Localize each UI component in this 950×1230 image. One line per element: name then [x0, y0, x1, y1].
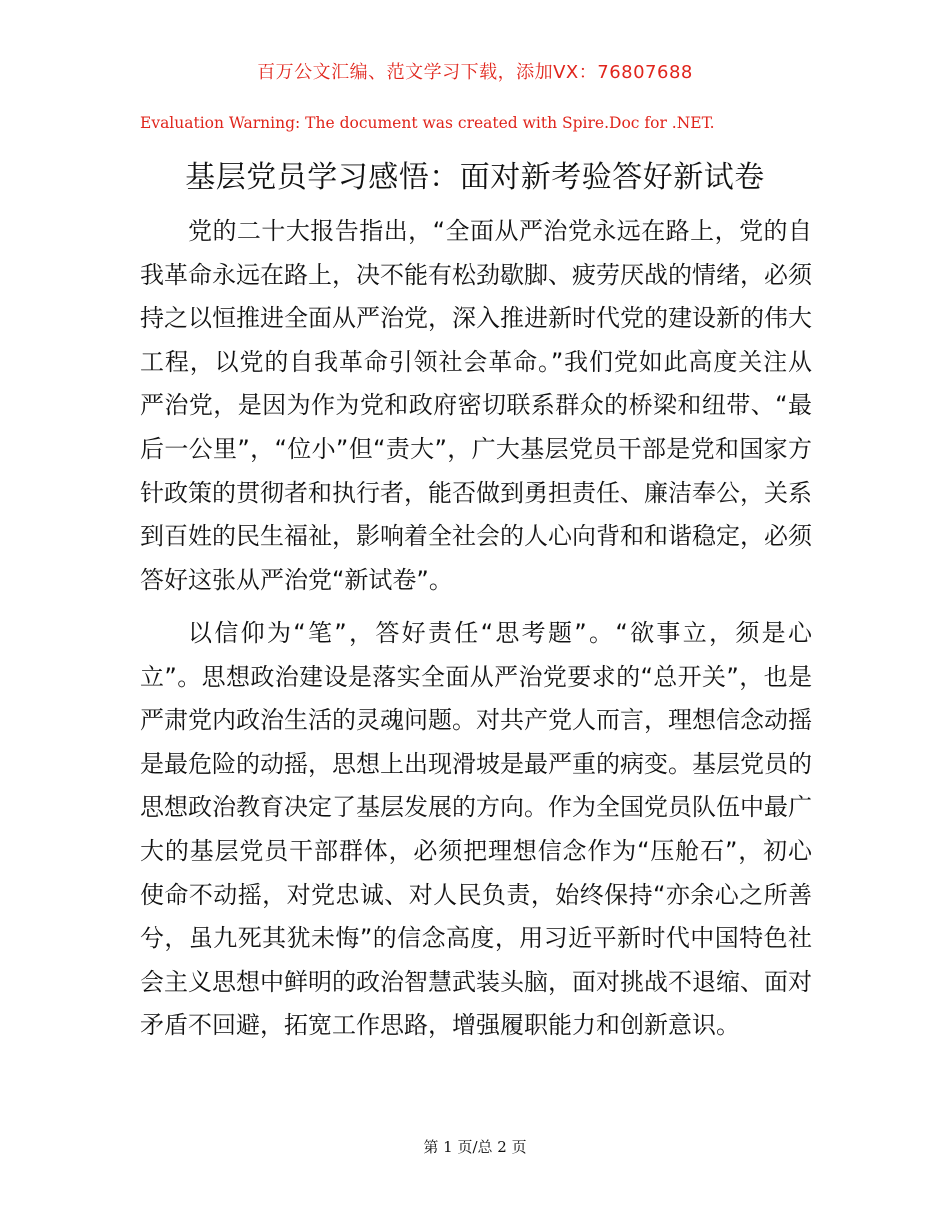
document-title: 基层党员学习感悟：面对新考验答好新试卷 [185, 160, 765, 195]
page-number-footer: 第 1 页/总 2 页 [423, 1138, 527, 1156]
body-paragraph-2: 以信仰为“笔”，答好责任“思考题”。“欲事立，须是心立”。思想政治建设是落实全面从严治党要求的“总开关”，也是严肃党内政治生活的灵魂问题。对共产党人而言，理想信念动摇是最危险的动摇，思想上出现滑坡是最严重的病变。基层党员的思想政治教育决定了基层发展的方向。作为全国党员队伍中最广大的基层党员干部群体，必须把理想信念作为“压舱石”，初心使命不动摇，对党忠诚、对人民负责，始终保持“亦余心之所善兮，虽九死其犹未悔”的信念高度，用习近平新时代中国特色社会主义思想中鲜明的政治智慧武装头脑，面对挑战不退缩、面对矛盾不回避，拓宽工作思路，增强履职能力和创新意识。 [140, 619, 812, 1040]
body-paragraph-1: 党的二十大报告指出，“全面从严治党永远在路上，党的自我革命永远在路上，决不能有松劲歇脚、疲劳厌战的情绪，必须持之以恒推进全面从严治党，深入推进新时代党的建设新的伟大工程，以党的自我革命引领社会革命。”我们党如此高度关注从严治党，是因为作为党和政府密切联系群众的桥梁和纽带、“最后一公里”，“位小”但“责大”，广大基层党员干部是党和国家方针政策的贯彻者和执行者，能否做到勇担责任、廉洁奉公，关系到百姓的民生福祉，影响着全社会的人心向背和和谐稳定，必须答好这张从严治党“新试卷”。 [140, 217, 812, 594]
evaluation-warning: Evaluation Warning: The document was created with Spire.Doc for .NET. [140, 114, 715, 132]
header-ad-text: 百万公文汇编、范文学习下载，添加VX：76807688 [257, 62, 693, 83]
